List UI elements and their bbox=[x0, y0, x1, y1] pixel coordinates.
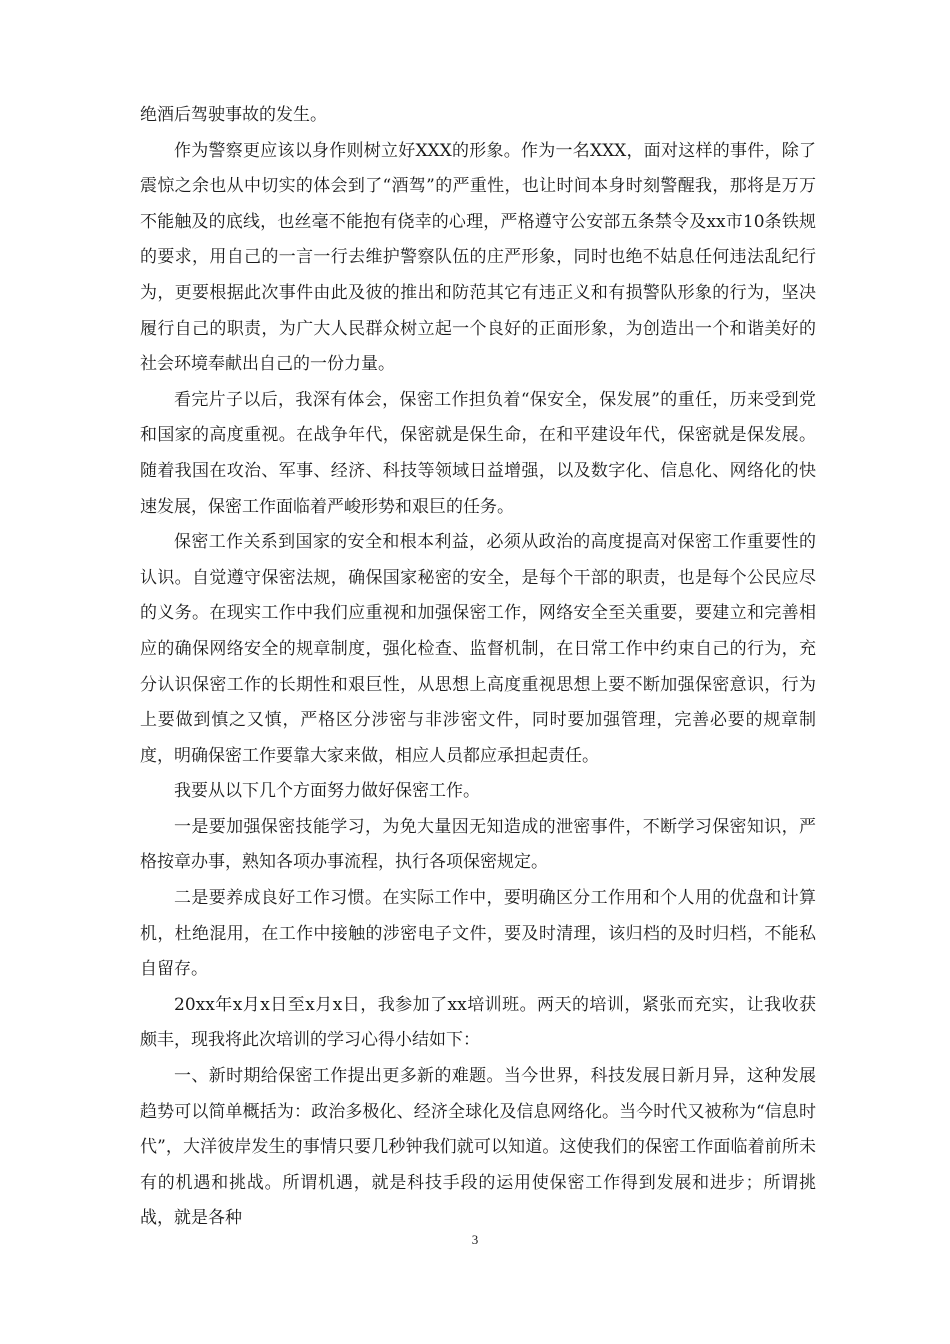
paragraph-2: 作为警察更应该以身作则树立好XXX的形象。作为一名XXX，面对这样的事件，除了震惊之余也从中切实的体会到了“酒驾”的严重性，也让时间本身时刻警醒我，那将是万万不能触及的底线，也丝毫不能抱有侥幸的心理，严格遵守公安部五条禁令及xx市10条铁规的要求，用自己的一言一行去维护警察队伍的庄严形象，同时也绝不姑息任何违法乱纪行为，更要根据此次事件由此及彼的推出和防范其它有违正义和有损警队形象的行为，坚决履行自己的职责，为广大人民群众树立起一个良好的正面形象，为创造出一个和谐美好的社会环境奉献出自己的一份力量。 bbox=[140, 140, 816, 375]
document-body bbox=[140, 98, 816, 1237]
paragraph-6: 一是要加强保密技能学习，为免大量因无知造成的泄密事件，不断学习保密知识，严格按章办事，熟知各项办事流程，执行各项保密规定。 bbox=[140, 816, 816, 873]
paragraph-9: 一、新时期给保密工作提出更多新的难题。当今世界，科技发展日新月异，这种发展趋势可以简单概括为：政治多极化、经济全球化及信息网络化。当今时代又被称为“信息时代”，大洋彼岸发生的事情只要几秒钟我们就可以知道。这使我们的保密工作面临着前所未有的机遇和挑战。所谓机遇，就是科技手段的运用使保密工作得到发展和进步；所谓挑战，就是各种 bbox=[140, 1066, 816, 1229]
paragraph-1: 绝酒后驾驶事故的发生。 bbox=[140, 105, 327, 125]
paragraph-5: 我要从以下几个方面努力做好保密工作。 bbox=[174, 781, 480, 802]
paragraph-3: 看完片子以后，我深有体会，保密工作担负着“保安全，保发展”的重任，历来受到党和国家的高度重视。在战争年代，保密就是保生命，在和平建设年代，保密就是保发展。随着我国在攻治、军事、经济、科技等领域日益增强，以及数字化、信息化、网络化的快速发展，保密工作面临着严峻形势和艰巨的任务。 bbox=[140, 389, 816, 517]
paragraph-8: 20xx年x月x日至x月x日，我参加了xx培训班。两天的培训，紧张而充实，让我收获颇丰，现我将此次培训的学习心得小结如下： bbox=[140, 994, 816, 1051]
page-number: 3 bbox=[471, 1232, 479, 1247]
paragraph-4: 保密工作关系到国家的安全和根本利益，必须从政治的高度提高对保密工作重要性的认识。自觉遵守保密法规，确保国家秘密的安全，是每个干部的职责，也是每个公民应尽的义务。在现实工作中我们应重视和加强保密工作，网络安全至关重要，要建立和完善相应的确保网络安全的规章制度，强化检查、监督机制，在日常工作中约束自己的行为，充分认识保密工作的长期性和艰巨性，从思想上高度重视思想上要不断加强保密意识，行为上要做到慎之又慎，严格区分涉密与非涉密文件，同时要加强管理，完善必要的规章制度，明确保密工作要靠大家来做，相应人员都应承担起责任。 bbox=[140, 532, 816, 766]
paragraph-7: 二是要养成良好工作习惯。在实际工作中，要明确区分工作用和个人用的优盘和计算机，杜绝混用，在工作中接触的涉密电子文件，要及时清理，该归档的及时归档，不能私自留存。 bbox=[140, 888, 816, 980]
